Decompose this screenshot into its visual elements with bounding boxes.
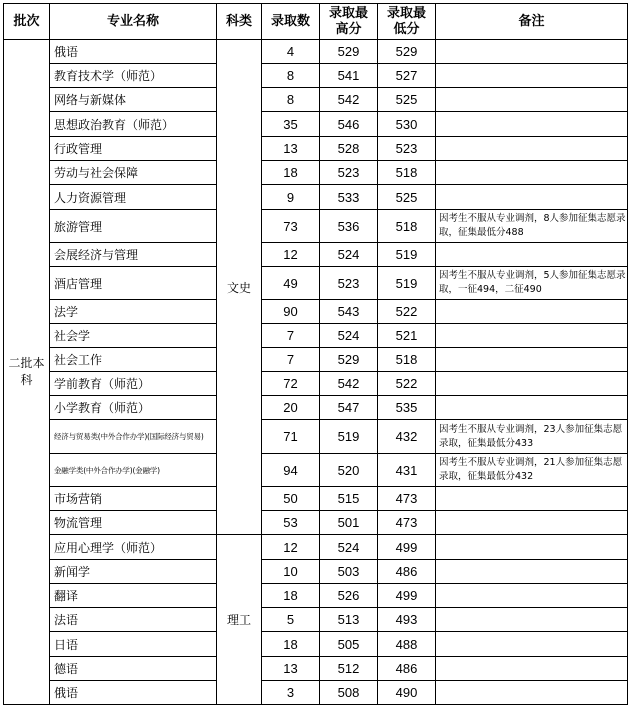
table-row: [4, 372, 628, 396]
count-cell: 53: [262, 511, 320, 535]
note-cell: [436, 681, 628, 705]
max-score-cell: 503: [320, 560, 378, 584]
count-cell: 12: [262, 535, 320, 560]
min-score-cell: 499: [378, 584, 436, 608]
max-score-cell: 505: [320, 632, 378, 657]
max-score-cell: 513: [320, 608, 378, 632]
header-min-line1: 录取最: [386, 5, 426, 21]
min-score-cell: 522: [378, 372, 436, 396]
min-score-cell: 518: [378, 210, 436, 243]
min-score-cell: 488: [378, 632, 436, 657]
major-name-cell: 德语: [50, 657, 217, 681]
min-score-cell: 431: [378, 454, 436, 487]
note-cell: [436, 560, 628, 584]
major-name-cell: 金融学类(中外合作办学)(金融学): [50, 454, 217, 487]
table-row: [4, 454, 628, 487]
admission-table: [3, 3, 628, 705]
note-cell: [436, 348, 628, 372]
min-score-cell: 519: [378, 267, 436, 300]
table-row: [4, 324, 628, 348]
count-cell: 90: [262, 300, 320, 324]
table-row: [4, 40, 628, 64]
max-score-cell: 515: [320, 487, 378, 511]
min-score-cell: 473: [378, 511, 436, 535]
table-row: [4, 535, 628, 560]
major-name-cell: 俄语: [50, 681, 217, 705]
max-score-cell: 541: [320, 64, 378, 88]
major-name-cell: 教育技术学（师范）: [50, 64, 217, 88]
note-cell: [436, 511, 628, 535]
note-cell: [436, 632, 628, 657]
note-cell: 因考生不服从专业调剂，5人参加征集志愿录取，一征494，二征490: [436, 267, 628, 300]
max-score-cell: 529: [320, 40, 378, 64]
table-row: [4, 267, 628, 300]
major-name-cell: 劳动与社会保障: [50, 161, 217, 185]
count-cell: 18: [262, 161, 320, 185]
table-row: [4, 560, 628, 584]
max-score-cell: 524: [320, 535, 378, 560]
note-cell: 因考生不服从专业调剂，21人参加征集志愿录取，征集最低分432: [436, 454, 628, 487]
major-name-cell: 行政管理: [50, 137, 217, 161]
note-cell: [436, 243, 628, 267]
count-cell: 72: [262, 372, 320, 396]
table-row: [4, 487, 628, 511]
count-cell: 8: [262, 88, 320, 112]
table-row: [4, 210, 628, 243]
max-score-cell: 542: [320, 372, 378, 396]
min-score-cell: 529: [378, 40, 436, 64]
max-score-cell: 529: [320, 348, 378, 372]
major-name-cell: 经济与贸易类(中外合作办学)(国际经济与贸易): [50, 420, 217, 454]
count-cell: 71: [262, 420, 320, 454]
table-row: [4, 396, 628, 420]
major-name-cell: 新闻学: [50, 560, 217, 584]
major-name-cell: 俄语: [50, 40, 217, 64]
count-cell: 8: [262, 64, 320, 88]
header-min-line2: 低分: [393, 21, 420, 37]
count-cell: 5: [262, 608, 320, 632]
min-score-cell: 486: [378, 657, 436, 681]
header-row: [4, 4, 628, 40]
major-name-cell: 物流管理: [50, 511, 217, 535]
count-cell: 12: [262, 243, 320, 267]
max-score-cell: 520: [320, 454, 378, 487]
table-row: [4, 511, 628, 535]
table-row: [4, 584, 628, 608]
table-row: [4, 64, 628, 88]
max-score-cell: 536: [320, 210, 378, 243]
min-score-cell: 473: [378, 487, 436, 511]
major-name-cell: 人力资源管理: [50, 185, 217, 210]
min-score-cell: 490: [378, 681, 436, 705]
major-name-cell: 小学教育（师范）: [50, 396, 217, 420]
major-name-cell: 学前教育（师范）: [50, 372, 217, 396]
max-score-cell: 519: [320, 420, 378, 454]
note-cell: [436, 112, 628, 137]
table-row: [4, 112, 628, 137]
count-cell: 13: [262, 657, 320, 681]
table-row: [4, 137, 628, 161]
count-cell: 18: [262, 584, 320, 608]
note-cell: 因考生不服从专业调剂，8人参加征集志愿录取，征集最低分488: [436, 210, 628, 243]
table-row: [4, 243, 628, 267]
header-batch: 批次: [4, 4, 50, 40]
note-cell: [436, 584, 628, 608]
note-cell: [436, 64, 628, 88]
major-name-cell: 社会工作: [50, 348, 217, 372]
count-cell: 94: [262, 454, 320, 487]
note-cell: [436, 396, 628, 420]
max-score-cell: 542: [320, 88, 378, 112]
min-score-cell: 486: [378, 560, 436, 584]
major-name-cell: 思想政治教育（师范）: [50, 112, 217, 137]
min-score-cell: 518: [378, 348, 436, 372]
count-cell: 9: [262, 185, 320, 210]
count-cell: 35: [262, 112, 320, 137]
major-name-cell: 法学: [50, 300, 217, 324]
min-score-cell: 523: [378, 137, 436, 161]
min-score-cell: 519: [378, 243, 436, 267]
note-cell: 因考生不服从专业调剂，23人参加征集志愿录取，征集最低分433: [436, 420, 628, 454]
header-major-name: 专业名称: [50, 4, 217, 40]
note-cell: [436, 324, 628, 348]
max-score-cell: 524: [320, 243, 378, 267]
min-score-cell: 527: [378, 64, 436, 88]
note-cell: [436, 535, 628, 560]
table-row: [4, 88, 628, 112]
table-row: [4, 608, 628, 632]
note-cell: [436, 137, 628, 161]
header-subject: 科类: [217, 4, 262, 40]
header-max-line1: 录取最: [328, 5, 368, 21]
header-count: 录取数: [262, 4, 320, 40]
note-cell: [436, 185, 628, 210]
max-score-cell: 501: [320, 511, 378, 535]
count-cell: 49: [262, 267, 320, 300]
count-cell: 7: [262, 348, 320, 372]
major-name-cell: 应用心理学（师范）: [50, 535, 217, 560]
count-cell: 10: [262, 560, 320, 584]
note-cell: [436, 657, 628, 681]
table-row: [4, 348, 628, 372]
min-score-cell: 521: [378, 324, 436, 348]
major-name-cell: 翻译: [50, 584, 217, 608]
count-cell: 4: [262, 40, 320, 64]
note-cell: [436, 487, 628, 511]
note-cell: [436, 40, 628, 64]
major-name-cell: 市场营销: [50, 487, 217, 511]
table-row: [4, 657, 628, 681]
max-score-cell: 546: [320, 112, 378, 137]
max-score-cell: 547: [320, 396, 378, 420]
count-cell: 7: [262, 324, 320, 348]
max-score-cell: 508: [320, 681, 378, 705]
header-max-score: [320, 4, 378, 40]
header-note: 备注: [436, 4, 628, 40]
count-cell: 50: [262, 487, 320, 511]
count-cell: 18: [262, 632, 320, 657]
table-row: [4, 632, 628, 657]
table-row: [4, 681, 628, 705]
note-cell: [436, 88, 628, 112]
note-cell: [436, 300, 628, 324]
major-name-cell: 社会学: [50, 324, 217, 348]
note-cell: [436, 161, 628, 185]
subject-cell-wenshi: 文史: [217, 40, 262, 535]
max-score-cell: 523: [320, 161, 378, 185]
table-row: [4, 420, 628, 454]
min-score-cell: 525: [378, 88, 436, 112]
table-row: [4, 300, 628, 324]
count-cell: 3: [262, 681, 320, 705]
table-row: [4, 161, 628, 185]
max-score-cell: 512: [320, 657, 378, 681]
min-score-cell: 530: [378, 112, 436, 137]
count-cell: 73: [262, 210, 320, 243]
max-score-cell: 543: [320, 300, 378, 324]
header-min-score: [378, 4, 436, 40]
major-name-cell: 法语: [50, 608, 217, 632]
major-name-cell: 会展经济与管理: [50, 243, 217, 267]
subject-cell-ligong: 理工: [217, 535, 262, 705]
note-cell: [436, 608, 628, 632]
table-row: [4, 185, 628, 210]
min-score-cell: 535: [378, 396, 436, 420]
major-name-cell: 日语: [50, 632, 217, 657]
min-score-cell: 522: [378, 300, 436, 324]
note-cell: [436, 372, 628, 396]
min-score-cell: 525: [378, 185, 436, 210]
max-score-cell: 524: [320, 324, 378, 348]
max-score-cell: 523: [320, 267, 378, 300]
major-name-cell: 网络与新媒体: [50, 88, 217, 112]
table-body: [4, 40, 628, 705]
major-name-cell: 酒店管理: [50, 267, 217, 300]
min-score-cell: 518: [378, 161, 436, 185]
max-score-cell: 533: [320, 185, 378, 210]
count-cell: 20: [262, 396, 320, 420]
max-score-cell: 528: [320, 137, 378, 161]
min-score-cell: 432: [378, 420, 436, 454]
major-name-cell: 旅游管理: [50, 210, 217, 243]
header-max-line2: 高分: [335, 21, 362, 37]
min-score-cell: 493: [378, 608, 436, 632]
min-score-cell: 499: [378, 535, 436, 560]
max-score-cell: 526: [320, 584, 378, 608]
batch-cell: 二批本科: [4, 40, 50, 705]
count-cell: 13: [262, 137, 320, 161]
